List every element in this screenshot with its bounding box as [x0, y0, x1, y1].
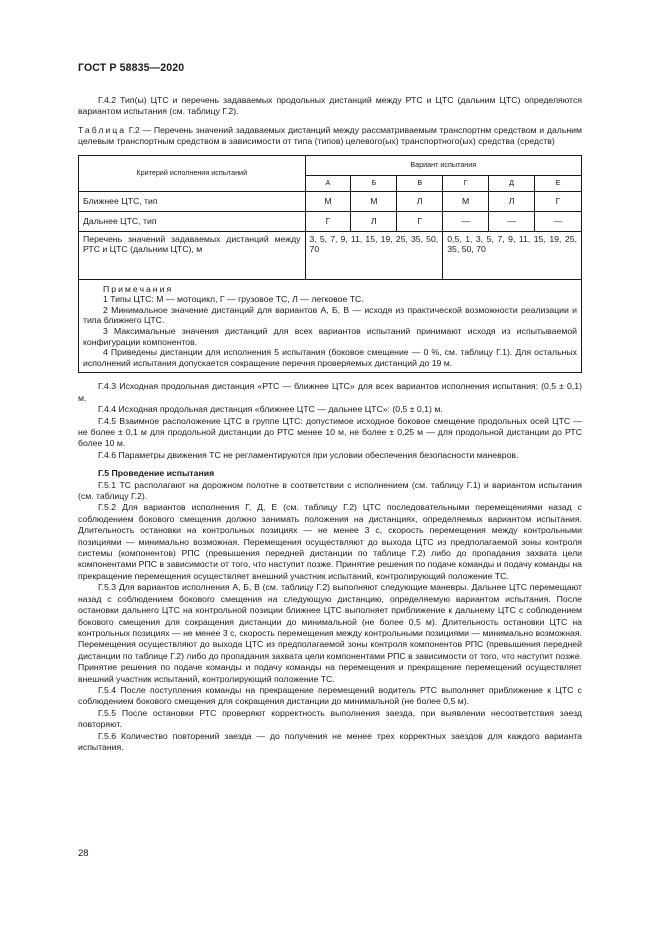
- criterion-header: Критерий исполнения испытаний: [79, 155, 306, 191]
- table-caption: [78, 125, 582, 148]
- section-heading-g5: Г.5 Проведение испытания: [98, 468, 215, 479]
- paragraph-g45: Г.4.5 Взаимное расположение ЦТС в группе ЦТС: допустимое исходное боковое смещение продольных осей ЦТС — не более ± 0,1 м для продольной дистанции до РТС менее 10 м, не более ± 0,25 м — для продольной дистанции до РТС более 10 м.: [78, 415, 582, 449]
- variant-a: А: [305, 175, 351, 191]
- table-caption-label: Таблица: [78, 124, 127, 135]
- table-cell: Л: [351, 211, 397, 231]
- table-cell: —: [489, 211, 535, 231]
- table-cell: Г: [397, 211, 443, 231]
- table-cell: —: [535, 211, 582, 231]
- table-cell: —: [443, 211, 489, 231]
- table-row-far: [79, 211, 582, 231]
- variant-g: Г: [443, 175, 489, 191]
- paragraph-g43: Г.4.3 Исходная продольная дистанция «РТС — ближнее ЦТС» для всех вариантов исполнения испытания: (0,5 ± 0,1) м.: [78, 381, 582, 403]
- table-cell: М: [305, 191, 351, 211]
- row-far-label: Дальнее ЦТС, тип: [79, 211, 306, 231]
- table-row-near: [79, 191, 582, 211]
- note-1: 1 Типы ЦТС: М — мотоцикл, Г — грузовое ТС, Л — легковое ТС.: [103, 294, 364, 305]
- notes-title: Примечания: [103, 283, 174, 294]
- table-cell: Л: [397, 191, 443, 211]
- note-3: 3 Максимальные значения дистанций для всех вариантов испытаний принимают исходя из испытываемой конфигурации компонентов.: [83, 326, 577, 347]
- note-2: 2 Минимальное значение дистанций для вариантов А, Б, В — исходя из практической возможности реализации и типа ближнего ЦТС.: [83, 304, 577, 326]
- row-dist-abv: 3, 5, 7, 9, 11, 15, 19, 25, 35, 50, 70: [305, 231, 443, 279]
- paragraph-g55: Г.5.5 После остановки РТС проверяют корректность выполнения заезда, при выявлении несоответствия заезд повторяют.: [78, 707, 582, 730]
- row-dist-gde: 0,5, 1, 3, 5, 7, 9, 11, 15, 19, 25, 35, 50, 70: [443, 231, 582, 279]
- table-g2: [78, 155, 582, 374]
- table-cell: Л: [489, 191, 535, 211]
- page-number: 28: [78, 848, 89, 859]
- table-notes: [79, 279, 582, 373]
- table-cell: Г: [305, 211, 351, 231]
- paragraph-g44: Г.4.4 Исходная продольная дистанция «ближнее ЦТС — дальнее ЦТС»: (0,5 ± 0,1) м.: [98, 404, 443, 415]
- table-row-notes: [79, 279, 582, 373]
- variant-d: Д: [489, 175, 535, 191]
- table-cell: Г: [535, 191, 582, 211]
- variant-e: Е: [535, 175, 582, 191]
- document-body: [78, 95, 582, 753]
- table-row-distances: [79, 231, 582, 279]
- variant-b: Б: [351, 175, 397, 191]
- document-header: ГОСТ Р 58835—2020: [78, 62, 185, 74]
- paragraph-g51: Г.5.1 ТС располагают на дорожном полотне в соответствии с исполнением (см. таблицу Г.1) и вариантом испытания (см. таблицу Г.2).: [78, 479, 582, 502]
- row-dist-label: Перечень значений задаваемых дистанций между РТС и ЦТС (дальним ЦТС), м: [79, 231, 306, 279]
- note-4: 4 Приведены дистанции для исполнения 5 испытания (боковое смещение — 0 %, см. таблицу Г.1). Для остальных исполнений испытания допускается сокращение перечня проверяемых дистанций до 19 м.: [83, 347, 577, 368]
- table-cell: М: [443, 191, 489, 211]
- row-near-label: Ближнее ЦТС, тип: [79, 191, 306, 211]
- variant-header: Вариант испытания: [305, 155, 582, 175]
- paragraph-g52: Г.5.2 Для вариантов исполнения Г, Д, Е (см. таблицу Г.2) ЦТС последовательными перемещениями назад с соблюдением бокового смещения должно занимать положения на дистанциях, определяемых вариантом испытания. Длительность остановки на контрольных позициях — не менее 3 с, скорость перемещения между контрольными позициями — минимально возможная. Перемещения осуществляют до выхода ЦТС из предполагаемой зоны контроля системы (компонентов) РПС (превышения передней дистанции по таблице Г.2) либо до пропадания захвата цели компонентами РПС в зависимости от того, что наступит позже. Принятие решения по подаче команды и подачу команды на прекращение перемещения осуществляет внешний участник испытаний, контролирующий положение ТС.: [78, 502, 582, 581]
- paragraph-g42: Г.4.2 Тип(ы) ЦТС и перечень задаваемых продольных дистанций между РТС и ЦТС (дальним ЦТС) определяются вариантом испытания (см. таблицу Г.2).: [78, 95, 582, 117]
- table-cell: М: [351, 191, 397, 211]
- paragraph-g53: Г.5.3 Для вариантов исполнения А, Б, В (см. таблицу Г.2) выполняют следующие маневры. Дальнее ЦТС перемещают назад с соблюдением бокового смещения на следующую дистанцию, определяемую вариантом испытания. После остановки дальнего ЦТС на контрольной позиции ближнее ЦТС выполняет приближение к дальнему ЦТС с соблюдением бокового смещения для сокращения дистанции до минимальной (не более 0,5 м). Длительность остановки ЦТС на контрольных позициях — не менее 3 с, скорость перемещения между контрольными позициями — минимально возможная. Перемещения осуществляют до выхода ЦТС из предполагаемой зоны контроля компонентов РПС (превышения передней дистанции по таблице Г.2) либо до пропадания захвата цели компонентами РПС в зависимости от того, что наступит позже. Принятие решения по подаче команды и подачу команды на перемещения и прекращение перемещений осуществляет внешний участник испытаний, контролирующий положение ТС.: [78, 582, 582, 684]
- paragraph-g46: Г.4.6 Параметры движения ТС не регламентируются при условии обеспечения безопасности маневров.: [98, 449, 519, 460]
- table-caption-text: Г.2 — Перечень значений задаваемых дистанций между рассматриваемым транспортнм средством и дальним целевым транспортным средством в зависимости от типа (типов) целевого(ых) транспортного(ых) средства (средств): [78, 124, 582, 147]
- paragraph-g54: Г.5.4 После поступления команды на прекращение перемещений водитель РТС выполняет приближение к ЦТС с соблюдением бокового смещения для сокращения дистанции до минимальной (не более 0,5 м).: [78, 684, 582, 707]
- paragraph-g56: Г.5.6 Количество повторений заезда — до получения не менее трех корректных заездов для каждого варианта испытания.: [78, 730, 582, 752]
- variant-v: В: [397, 175, 443, 191]
